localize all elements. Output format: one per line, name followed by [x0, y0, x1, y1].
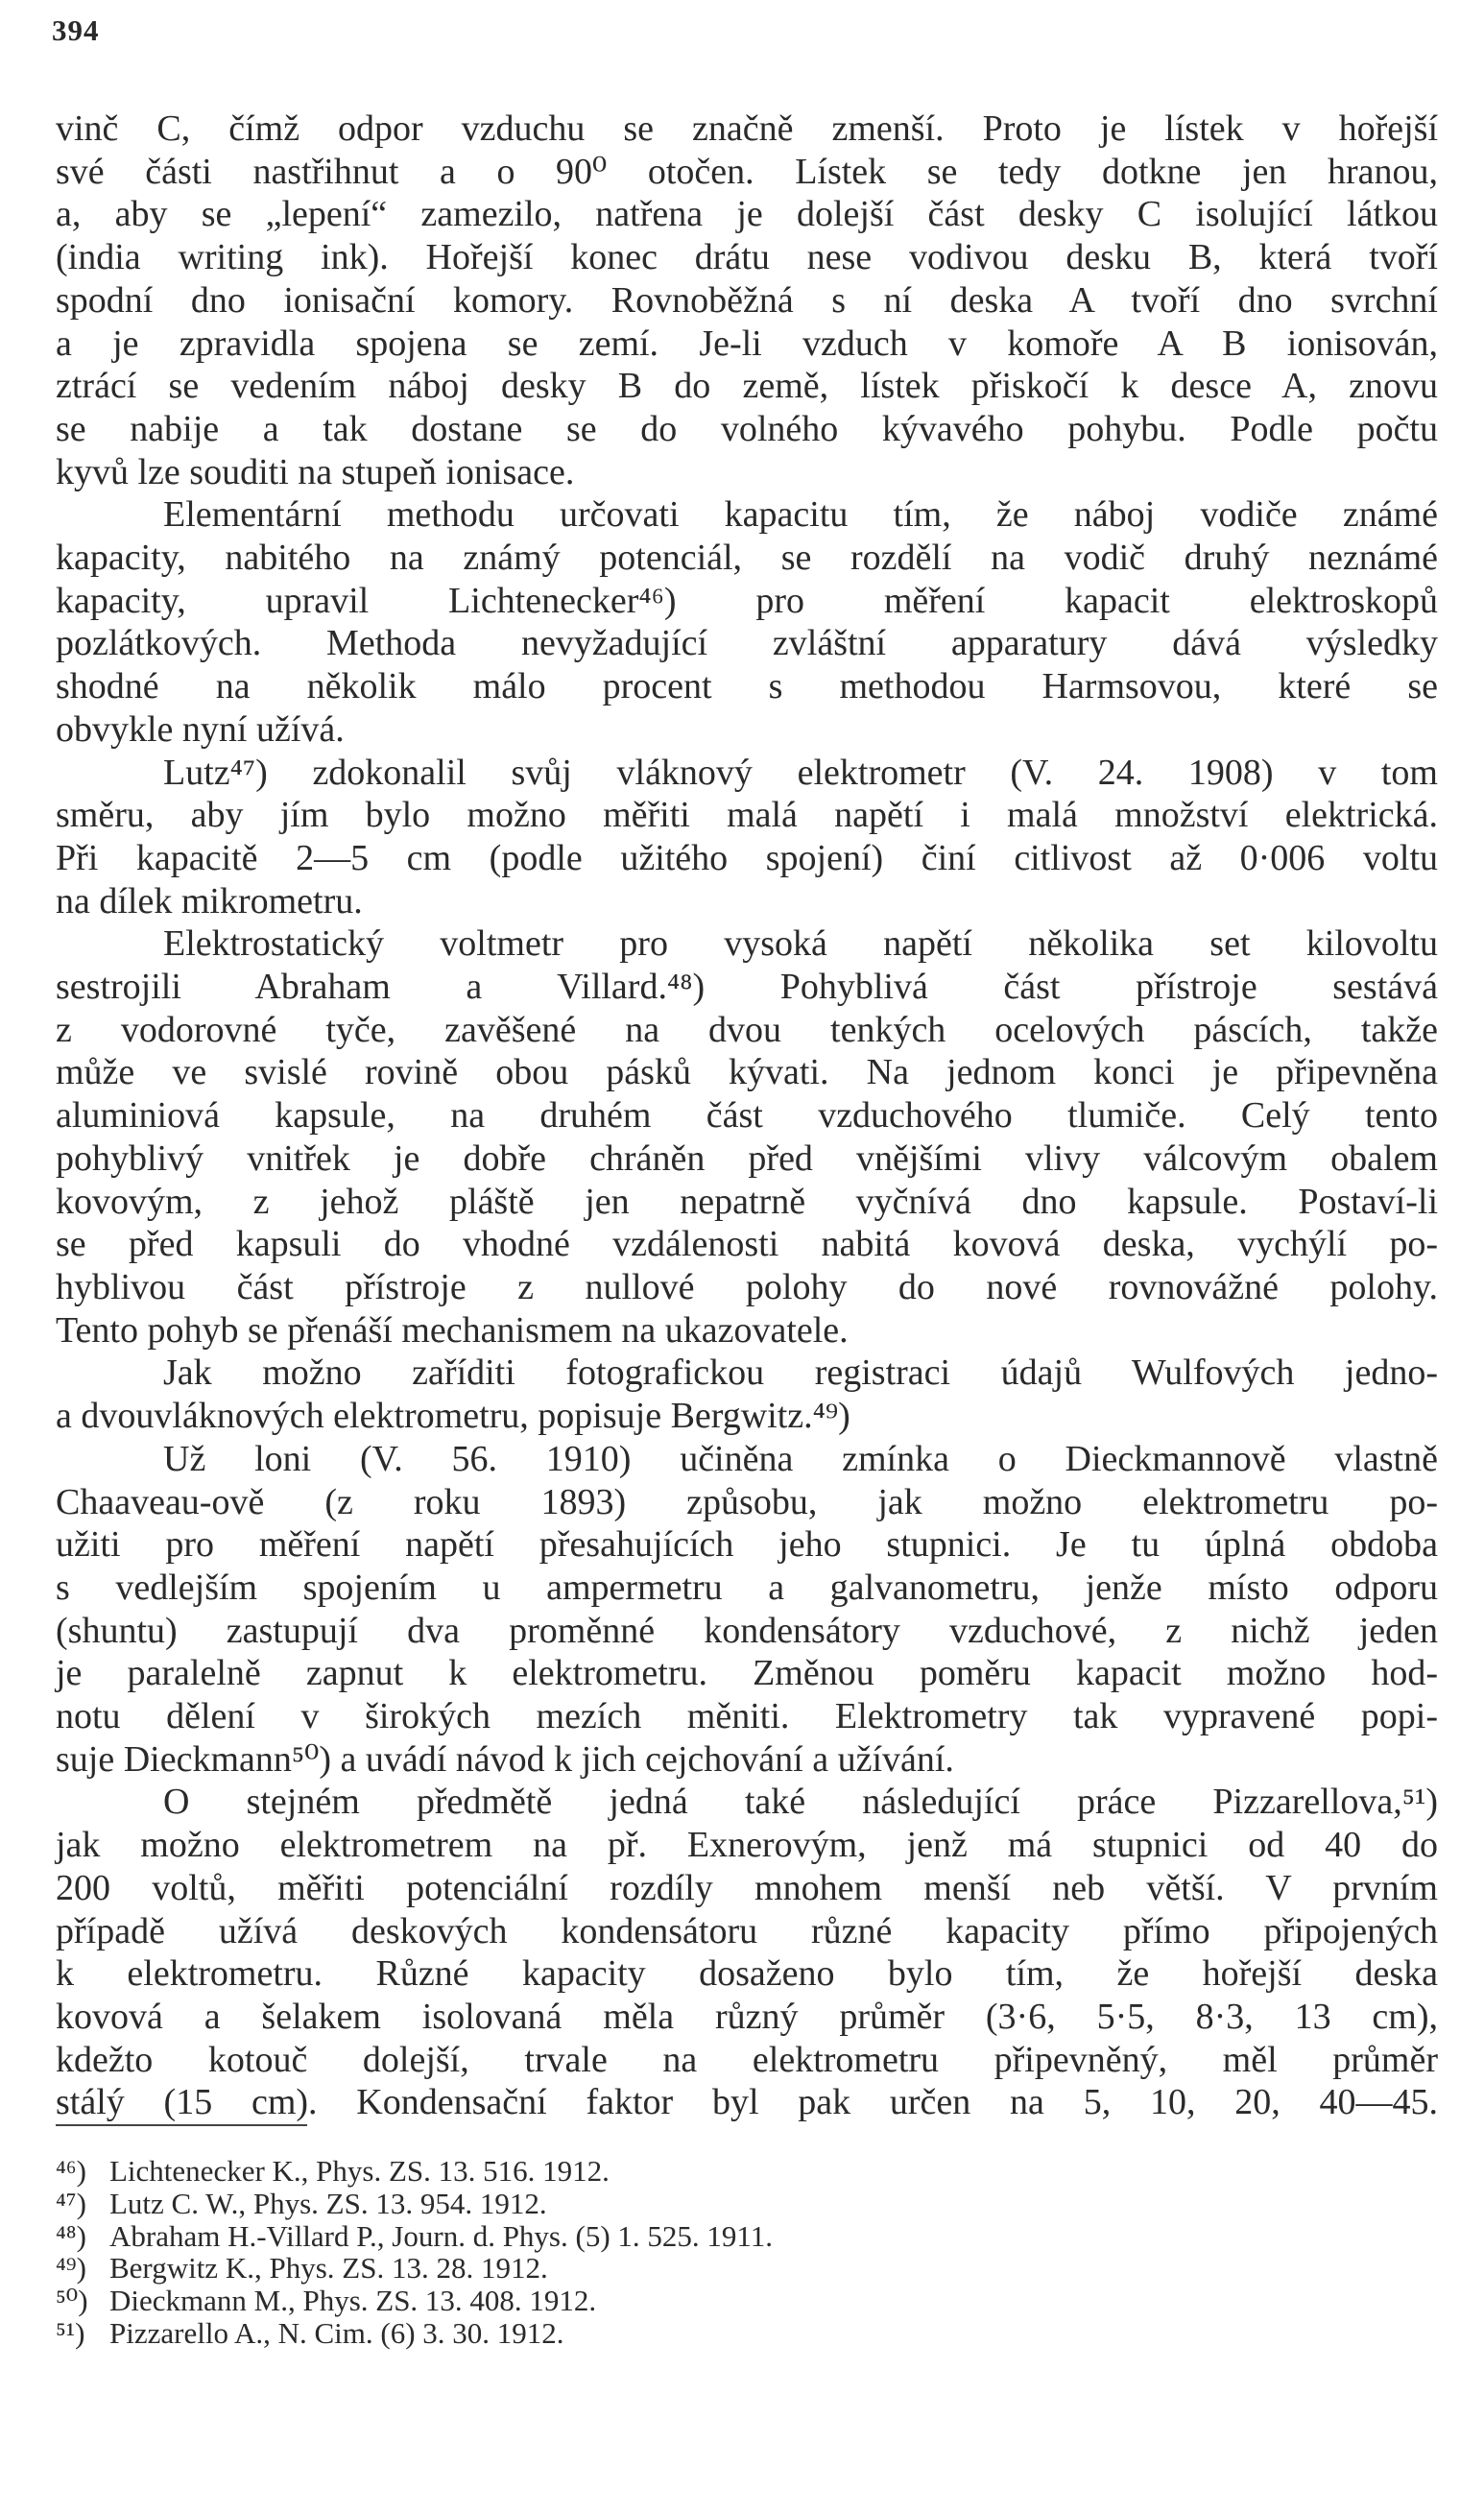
footnote-number: ⁴⁶): [56, 2154, 86, 2188]
footnote-text: Lichtenecker K., Phys. ZS. 13. 516. 1912.: [109, 2154, 610, 2188]
text-line: stálý (15 cm). Kondensační faktor byl pak určen na 5, 10, 20, 40—45.: [56, 2082, 1438, 2123]
footnote-item: [56, 2252, 1438, 2285]
text-line: suje Dieckmann⁵⁰) a uvádí návod k jich cejchování a užívání.: [56, 1738, 954, 1780]
footnote-text: Abraham H.-Villard P., Journ. d. Phys. (5) 1. 525. 1911.: [109, 2218, 773, 2253]
text-line: aluminiová kapsule, na druhém část vzduchového tlumiče. Celý tento: [56, 1095, 1438, 1137]
footnote-text: Dieckmann M., Phys. ZS. 13. 408. 1912.: [109, 2284, 597, 2318]
body-text: [56, 108, 1438, 2124]
footnote-item: [56, 2188, 1438, 2220]
text-line: své části nastřihnut a o 90⁰ otočen. Lístek se tedy dotkne jen hranou,: [56, 151, 1438, 192]
text-line: může ve svislé rovině obou pásků kývati. Na jednom konci je připevněna: [56, 1052, 1438, 1093]
footnote-item: [56, 2220, 1438, 2253]
text-line: k elektrometru. Různé kapacity dosaženo bylo tím, že hořejší deska: [56, 1953, 1438, 1995]
text-line: a dvouvláknových elektrometru, popisuje Bergwitz.⁴⁹): [56, 1396, 850, 1437]
text-line: na dílek mikrometru.: [56, 880, 363, 921]
text-line: Tento pohyb se přenáší mechanismem na ukazovatele.: [56, 1309, 849, 1351]
text-line: kapacity, nabitého na známý potenciál, se rozdělí na vodič druhý neznámé: [56, 538, 1438, 579]
text-line: Lutz⁴⁷) zdokonalil svůj vláknový elektrometr (V. 24. 1908) v tom: [163, 752, 1438, 793]
text-line: Chaaveau-ově (z roku 1893) způsobu, jak možno elektrometru po-: [56, 1481, 1438, 1522]
text-line: Při kapacitě 2—5 cm (podle užitého spojení) činí citlivost až 0·006 voltu: [56, 837, 1438, 878]
text-line: notu dělení v širokých mezích měniti. Elektrometry tak vypravené popi-: [56, 1696, 1438, 1737]
text-line: je paralelně zapnut k elektrometru. Změnou poměru kapacit možno hod-: [56, 1653, 1438, 1694]
text-line: hyblivou část přístroje z nullové polohy do nové rovnovážné polohy.: [56, 1266, 1438, 1307]
text-line: (india writing ink). Hořejší konec drátu nese vodivou desku B, která tvoří: [56, 237, 1438, 278]
text-line: vinč C, čímž odpor vzduchu se značně zmenší. Proto je lístek v hořejší: [56, 108, 1438, 149]
text-line: s vedlejším spojením u ampermetru a galvanometru, jenže místo odporu: [56, 1567, 1438, 1608]
footnote-item: [56, 2155, 1438, 2188]
text-line: Už loni (V. 56. 1910) učiněna zmínka o Dieckmannově vlastně: [163, 1438, 1438, 1479]
footnote-item: [56, 2285, 1438, 2317]
footnote-number: ⁴⁸): [56, 2218, 86, 2253]
text-line: Elementární methodu určovati kapacitu tím, že náboj vodiče známé: [163, 494, 1438, 536]
text-line: ztrácí se vedením náboj desky B do země, lístek přiskočí k desce A, znovu: [56, 366, 1438, 407]
text-line: sestrojili Abraham a Villard.⁴⁸) Pohyblivá část přístroje sestává: [56, 967, 1438, 1008]
footnote-number: ⁵⁰): [56, 2284, 88, 2318]
text-line: a je zpravidla spojena se zemí. Je-li vzduch v komoře A B ionisován,: [56, 323, 1438, 364]
text-line: 200 voltů, měřiti potenciální rozdíly mnohem menší neb větší. V prvním: [56, 1867, 1438, 1908]
text-line: O stejném předmětě jedná také následující práce Pizzarellova,⁵¹): [163, 1782, 1438, 1823]
footnote-text: Pizzarello A., N. Cim. (6) 3. 30. 1912.: [109, 2315, 564, 2350]
page-number: 394: [52, 13, 100, 47]
text-line: se před kapsuli do vhodné vzdálenosti nabitá kovová deska, vychýlí po-: [56, 1224, 1438, 1265]
text-line: Jak možno zaříditi fotografickou registraci údajů Wulfových jedno-: [163, 1352, 1438, 1394]
footnote-text: Bergwitz K., Phys. ZS. 13. 28. 1912.: [109, 2251, 548, 2286]
text-line: kdežto kotouč dolejší, trvale na elektrometru připevněný, měl průměr: [56, 2039, 1438, 2080]
text-line: spodní dno ionisační komory. Rovnoběžná s ní deska A tvoří dno svrchní: [56, 279, 1438, 321]
footnote-number: ⁵¹): [56, 2315, 85, 2350]
text-line: Elektrostatický voltmetr pro vysoká napětí několika set kilovoltu: [163, 923, 1438, 965]
text-line: a, aby se „lepení“ zamezilo, natřena je dolejší část desky C isolující látkou: [56, 194, 1438, 235]
footnote-divider: [56, 2124, 307, 2126]
text-line: se nabije a tak dostane se do volného kývavého pohybu. Podle počtu: [56, 408, 1438, 449]
text-line: shodné na několik málo procent s methodou Harmsovou, které se: [56, 666, 1438, 707]
text-line: (shuntu) zastupují dva proměnné kondensátory vzduchové, z nichž jeden: [56, 1610, 1438, 1651]
footnote-text: Lutz C. W., Phys. ZS. 13. 954. 1912.: [109, 2186, 547, 2220]
text-line: případě užívá deskových kondensátoru různé kapacity přímo připojených: [56, 1910, 1438, 1951]
footnote-number: ⁴⁹): [56, 2251, 86, 2286]
text-line: pozlátkových. Methoda nevyžadující zvláštní apparatury dává výsledky: [56, 623, 1438, 664]
text-line: kovovým, z jehož pláště jen nepatrně vyčnívá dno kapsule. Postaví-li: [56, 1181, 1438, 1222]
text-line: pohyblivý vnitřek je dobře chráněn před vnějšími vlivy válcovým obalem: [56, 1137, 1438, 1179]
text-line: z vodorovné tyče, zavěšené na dvou tenkých ocelových páscích, takže: [56, 1009, 1438, 1050]
text-line: kyvů lze souditi na stupeň ionisace.: [56, 451, 575, 492]
footnote-number: ⁴⁷): [56, 2186, 86, 2220]
text-line: kovová a šelakem isolovaná měla různý průměr (3·6, 5·5, 8·3, 13 cm),: [56, 1996, 1438, 2037]
footnote-item: [56, 2317, 1438, 2350]
text-line: jak možno elektrometrem na př. Exnerovým, jenž má stupnici od 40 do: [56, 1825, 1438, 1866]
text-line: užiti pro měření napětí přesahujících jeho stupnici. Je tu úplná obdoba: [56, 1524, 1438, 1566]
text-line: obvykle nyní užívá.: [56, 708, 345, 750]
footnotes: [56, 2155, 1438, 2350]
text-line: směru, aby jím bylo možno měřiti malá napětí i malá množství elektrická.: [56, 795, 1438, 836]
text-line: kapacity, upravil Lichtenecker⁴⁶) pro měření kapacit elektroskopů: [56, 580, 1438, 621]
